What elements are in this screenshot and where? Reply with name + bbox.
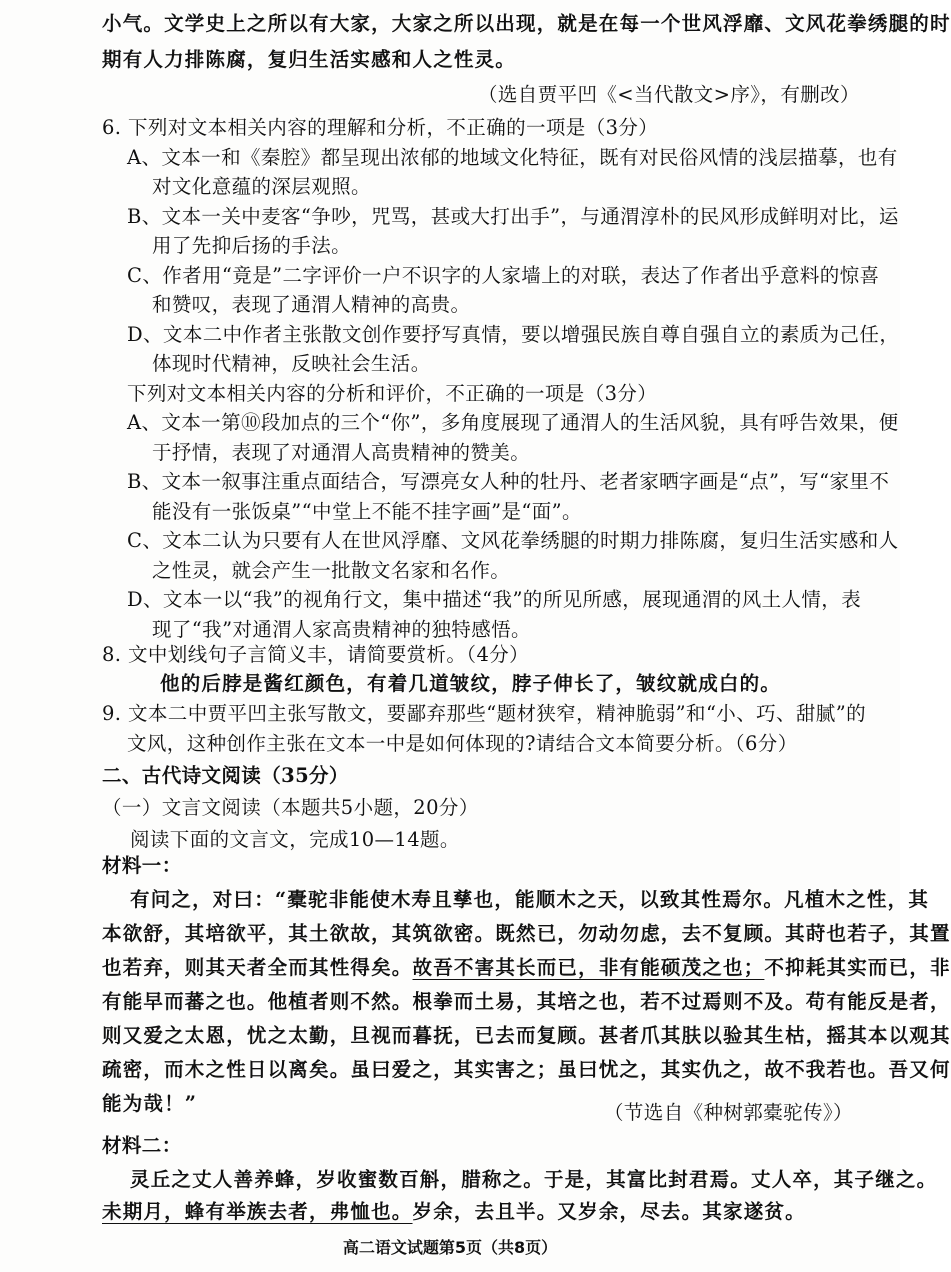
source-citation-2: （节选自《种树郭橐驼传》） xyxy=(604,1101,853,1124)
material-one-line-6: 疏密，而木之性日以离矣。虽曰爱之，其实害之；虽曰忧之，其实仇之，故不我若也。吾又何 xyxy=(102,1058,951,1081)
material-two-label: 材料二： xyxy=(102,1134,182,1157)
material-two-line-2 xyxy=(102,1198,806,1226)
question-6-option-c-line-1: C、作者用“竟是”二字评价一户不识字的人家墙上的对联，表达了作者出乎意料的惊喜 xyxy=(127,263,880,287)
underlined-sentence-1: 故吾不害其长而已，非有能硕茂之也； xyxy=(412,956,765,979)
question-9-line-1: 9. 文本二中贾平凹主张写散文，要鄙弃那些“题材狭窄，精神脆弱”和“小、巧、甜腻”的 xyxy=(102,702,866,725)
material-one-line-4: 有能早而蕃之也。他植者则不然。根拳而土易，其培之也，若不过焉则不及。苟有能反是者， xyxy=(102,990,951,1013)
material-one-line-1: 有问之，对曰：“橐驼非能使木寿且孳也，能顺木之天，以致其性焉尔。凡植木之性，其 xyxy=(130,888,930,911)
question-7-option-d-line-2: 现了“我”对通渭人家高贵精神的独特感悟。 xyxy=(152,617,531,641)
question-6-option-a-line-2: 对文化意蕴的深层观照。 xyxy=(152,175,371,198)
question-7-option-a-line-1: A、文本一第⑩段加点的三个“你”，多角度展现了通渭人的生活风貌，具有呼告效果，便 xyxy=(127,411,899,434)
material-one-line-2: 本欲舒，其培欲平，其土欲故，其筑欲密。既然已，勿动勿虑，去不复顾。其莳也若子，其置 xyxy=(102,922,951,945)
question-7-option-c-line-1: C、文本二认为只要有人在世风浮靡、文风花拳绣腿的时期力排陈腐，复归生活实感和人 xyxy=(127,529,899,552)
question-6-option-a-line-1: A、文本一和《秦腔》都呈现出浓郁的地域文化特征，既有对民俗风情的浅层描摹，也有 xyxy=(127,145,898,169)
question-6-option-c-line-2: 和赞叹，表现了通渭人精神的高贵。 xyxy=(152,293,471,316)
question-6-stem: 6. 下列对文本相关内容的理解和分析，不正确的一项是（3分） xyxy=(102,116,659,139)
material-two-line-1: 灵丘之丈人善养蜂，岁收蜜数百斛，腊称之。于是，其富比封君焉。丈人卒，其子继之。 xyxy=(130,1168,938,1191)
question-7-option-a-line-2: 于抒情，表现了对通渭人高贵精神的赞美。 xyxy=(152,440,531,464)
source-citation-1: （选自贾平凹《<当代散文>序》，有删改） xyxy=(478,83,860,106)
question-7-option-d-line-1: D、文本一以“我”的视角行文，集中描述“我”的所见所感，展现通渭的风土人情，表 xyxy=(127,588,862,611)
material-one-line-5: 则又爱之太恩，忧之太勤，旦视而暮抚，已去而复顾。甚者爪其肤以验其生枯，摇其本以观其 xyxy=(102,1024,951,1047)
question-9-line-2: 文风，这种创作主张在文本一中是如何体现的?请结合文本简要分析。（6分） xyxy=(127,732,798,755)
reading-instruction: 阅读下面的文言文，完成10—14题。 xyxy=(130,828,460,851)
page-footer: 高二语文试题第5页（共8页） xyxy=(342,1238,558,1257)
material-one-line-3 xyxy=(102,954,951,982)
section-heading-classical: 二、古代诗文阅读（35分） xyxy=(102,764,349,787)
question-7-option-b-line-1: B、文本一叙事注重点面结合，写漂亮女人种的牡丹、老者家晒字画是“点”，写“家里不 xyxy=(127,470,890,493)
question-6-option-b-line-2: 用了先抑后扬的手法。 xyxy=(152,234,352,257)
material-one-line-3-tail: 不抑耗其实而已，非 xyxy=(764,956,951,979)
question-7-option-b-line-2: 能没有一张饭桌”“中堂上不能不挂字画”是“面”。 xyxy=(152,499,582,523)
question-7-option-c-line-2: 之性灵，就会产生一批散文名家和名作。 xyxy=(152,558,511,582)
material-one-label: 材料一： xyxy=(102,854,182,877)
material-one-line-7: 能为哉！” xyxy=(102,1092,198,1115)
question-8-quoted-sentence: 他的后脖是酱红颜色，有着几道皱纹，脖子伸长了，皱纹就成白的。 xyxy=(160,672,782,695)
question-8-stem: 8. 文中划线句子言简义丰，请简要赏析。（4分） xyxy=(102,643,530,666)
essay-continuation-line-2: 期有人力排陈腐，复归生活实感和人之性灵。 xyxy=(102,48,517,71)
material-one-line-3-lead: 也若弃，则其天者全而其性得矣。 xyxy=(102,956,413,979)
question-6-option-d-line-1: D、文本二中作者主张散文创作要抒写真情，要以增强民族自尊自强自立的素质为己任， xyxy=(127,322,900,346)
subsection-heading-classical-prose: （一）文言文阅读（本题共5小题，20分） xyxy=(102,796,479,819)
question-7-stem: 下列对文本相关内容的分析和评价，不正确的一项是（3分） xyxy=(127,381,658,405)
underlined-sentence-2: 未期月，蜂有举族去者，弗恤也。 xyxy=(102,1200,413,1223)
question-6-option-d-line-2: 体现时代精神，反映社会生活。 xyxy=(152,352,431,375)
material-two-line-2-tail: 岁余，去且半。又岁余，尽去。其家遂贫。 xyxy=(412,1200,806,1223)
essay-continuation-line-1: 小气。文学史上之所以有大家，大家之所以出现，就是在每一个世风浮靡、文风花拳绣腿的时 xyxy=(102,12,951,35)
question-6-option-b-line-1: B、文本一关中麦客“争吵，咒骂，甚或大打出手”，与通渭淳朴的民风形成鲜明对比，运 xyxy=(127,204,899,228)
